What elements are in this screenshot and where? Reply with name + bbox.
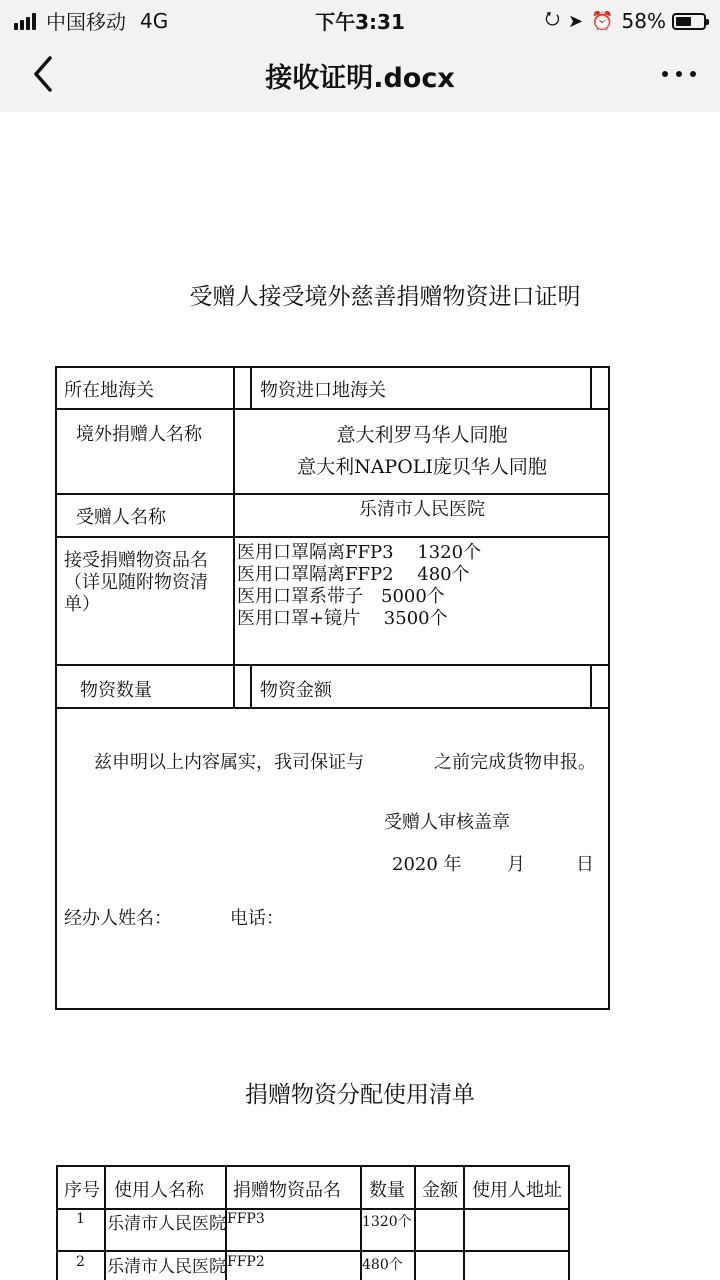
network-type: 4G (140, 8, 169, 33)
goods-item: 医用口罩+镜片 3500个 (237, 608, 448, 629)
location-icon: ➤ (568, 10, 584, 32)
battery-percent: 58% (621, 9, 666, 33)
phone-label: 电话： (230, 908, 284, 929)
more-dot (690, 71, 696, 77)
more-button[interactable] (662, 66, 696, 82)
date-day: 日 (576, 854, 594, 875)
seal-label: 受赠人审核盖章 (384, 812, 510, 833)
goods-item: 医用口罩隔离FFP3 1320个 (237, 542, 482, 563)
column-header: 金额 (422, 1180, 458, 1201)
row-number: 2 (76, 1254, 85, 1270)
amount-label: 物资金额 (260, 680, 332, 701)
column-header: 数量 (369, 1180, 405, 1201)
declaration-text-end: 之前完成货物申报。 (434, 752, 596, 773)
carrier-name: 中国移动 (46, 10, 126, 34)
column-header: 捐赠物资品名 (233, 1180, 341, 1201)
battery-level (676, 17, 691, 26)
row-item: FFP3 (227, 1211, 265, 1227)
goods-label-1: 接受捐赠物资品名 (64, 550, 208, 571)
goods-item: 医用口罩隔离FFP2 480个 (237, 564, 470, 585)
document-title: 接收证明.docx (265, 63, 455, 94)
nav-bar (0, 36, 720, 112)
donor-name-2: 意大利NAPOLI庞贝华人同胞 (297, 456, 547, 478)
recipient-value: 乐清市人民医院 (359, 499, 485, 520)
quantity-label: 物资数量 (80, 680, 152, 701)
rotation-lock-icon: ⭮ (544, 8, 561, 29)
row-number: 1 (76, 1211, 85, 1227)
document-page[interactable] (0, 112, 720, 1280)
import-customs-label: 物资进口地海关 (260, 380, 386, 401)
battery-icon (672, 13, 706, 30)
recipient-label: 受赠人名称 (76, 507, 166, 528)
column-header: 使用人地址 (472, 1180, 562, 1201)
alarm-icon: ⏰ (591, 10, 614, 32)
column-header: 序号 (64, 1180, 100, 1201)
row-qty: 1320个 (362, 1214, 412, 1230)
handler-label: 经办人姓名： (64, 908, 172, 929)
donor-label: 境外捐赠人名称 (76, 424, 202, 445)
date-month: 月 (507, 854, 525, 875)
clock: 下午3:31 (315, 10, 405, 34)
customs-label: 所在地海关 (64, 380, 154, 401)
date-year: 2020 年 (392, 854, 462, 875)
certificate-title: 受赠人接受境外慈善捐赠物资进口证明 (189, 284, 581, 310)
goods-item: 医用口罩系带子 5000个 (237, 586, 445, 607)
more-dot (676, 71, 682, 77)
status-bar (0, 0, 720, 36)
row-user: 乐清市人民医院 (107, 1257, 226, 1277)
row-qty: 480个 (362, 1257, 403, 1273)
list-title: 捐赠物资分配使用清单 (245, 1082, 475, 1108)
more-dot (662, 71, 668, 77)
goods-label-2: （详见随附物资清 (64, 572, 208, 593)
column-header: 使用人名称 (114, 1180, 204, 1201)
row-item: FFP2 (227, 1254, 265, 1270)
donor-name-1: 意大利罗马华人同胞 (336, 424, 508, 446)
goods-label-3: 单） (64, 594, 100, 615)
declaration-text: 兹申明以上内容属实，我司保证与 (94, 752, 364, 773)
row-user: 乐清市人民医院 (107, 1214, 226, 1234)
